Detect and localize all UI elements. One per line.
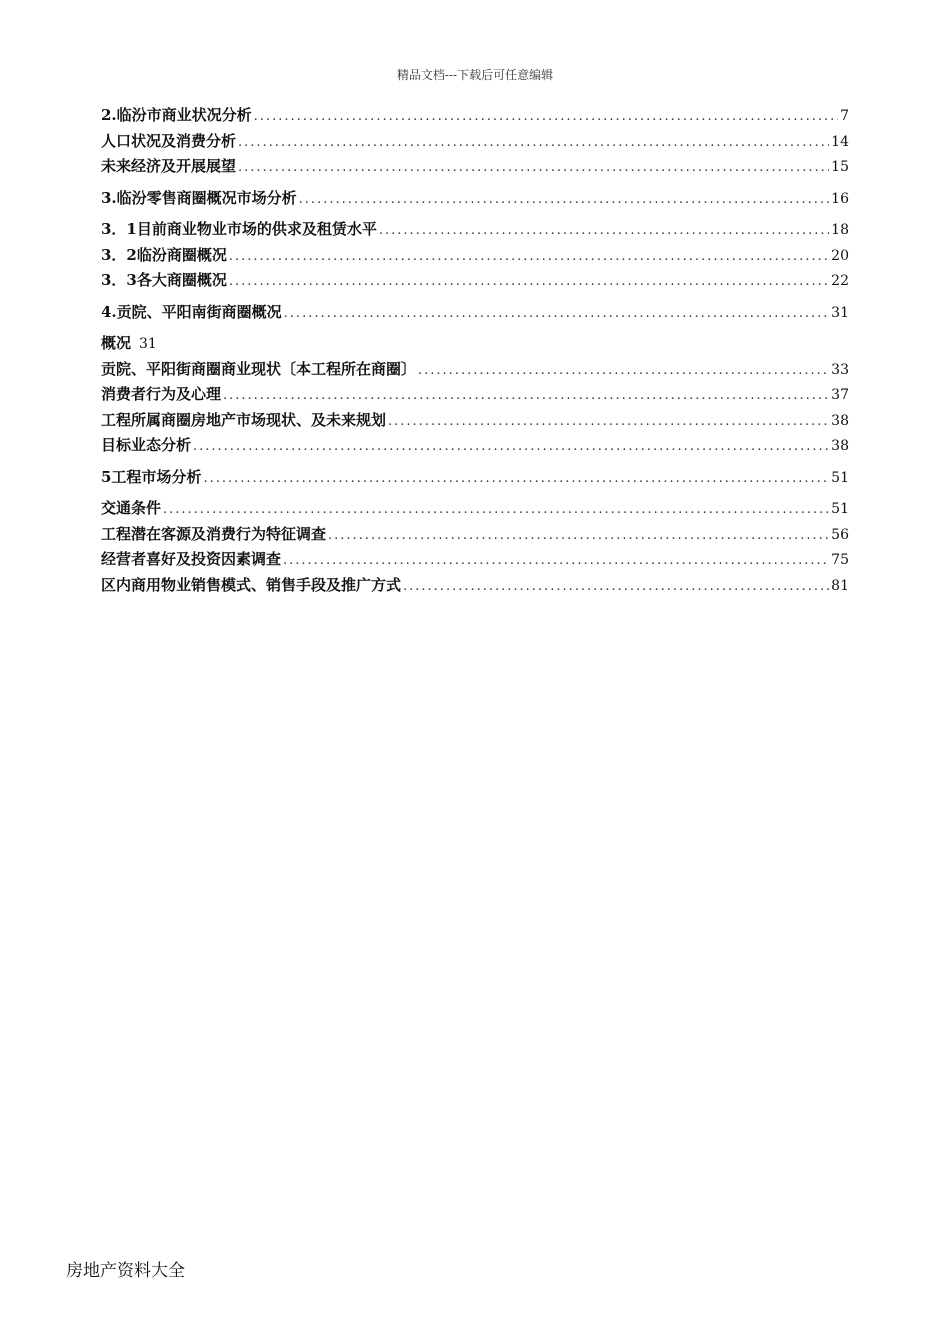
toc-leader-dots bbox=[223, 383, 829, 409]
toc-leader-dots bbox=[238, 155, 829, 181]
toc-entry-title: 3．1目前商业物业市场的供求及租赁水平 bbox=[101, 220, 377, 238]
toc-entry-title: 4.贡院、平阳南街商圈概况 bbox=[101, 302, 282, 321]
toc-leader-dots bbox=[418, 358, 829, 384]
toc-leader-dots bbox=[299, 187, 830, 213]
toc-entry-title: 5工程市场分析 bbox=[101, 467, 202, 486]
toc-entry-title: 3．2临汾商圈概况 bbox=[101, 245, 227, 264]
toc-entry-page: 81 bbox=[831, 577, 849, 594]
toc-entry-title: 消费者行为及心理 bbox=[101, 385, 222, 403]
toc-entry[interactable] bbox=[101, 382, 849, 408]
toc-entry-page: 20 bbox=[831, 247, 849, 264]
toc-leader-dots bbox=[284, 301, 830, 327]
toc-leader-dots bbox=[254, 104, 838, 130]
toc-leader-dots bbox=[283, 548, 829, 574]
toc-leader-dots bbox=[388, 409, 829, 435]
toc-entry[interactable] bbox=[101, 154, 849, 180]
toc-leader-dots bbox=[203, 466, 829, 492]
toc-entry[interactable] bbox=[101, 433, 849, 459]
table-of-contents bbox=[101, 103, 849, 598]
toc-entry[interactable] bbox=[101, 522, 849, 548]
toc-entry[interactable] bbox=[101, 547, 849, 573]
toc-entry[interactable] bbox=[101, 243, 849, 269]
toc-entry-page: 75 bbox=[831, 552, 849, 568]
toc-entry-page: 51 bbox=[831, 469, 849, 486]
toc-entry[interactable] bbox=[101, 357, 849, 383]
toc-entry-page: 31 bbox=[831, 304, 849, 321]
toc-entry[interactable] bbox=[101, 573, 849, 599]
toc-entry-page: 33 bbox=[831, 361, 849, 378]
page-footer: 房地产资料大全 bbox=[66, 1261, 185, 1281]
toc-entry[interactable] bbox=[101, 186, 849, 212]
toc-entry-title: 工程所属商圈房地产市场现状、及未来规划 bbox=[101, 410, 387, 429]
toc-entry-title: 区内商用物业销售模式、销售手段及推广方式 bbox=[101, 575, 402, 594]
toc-entry-title: 2.临汾市商业状况分析 bbox=[101, 106, 252, 124]
toc-entry[interactable] bbox=[101, 465, 849, 491]
toc-entry-title: 概况 bbox=[101, 334, 132, 352]
toc-entry-page: 22 bbox=[831, 273, 849, 289]
toc-entry[interactable] bbox=[101, 496, 849, 522]
toc-entry-title: 3.临汾零售商圈概况市场分析 bbox=[101, 188, 297, 207]
toc-entry-page: 15 bbox=[831, 159, 849, 175]
page-header: 精品文档---下载后可任意编辑 bbox=[396, 68, 554, 82]
toc-entry-page: 56 bbox=[831, 526, 849, 543]
toc-entry-title: 贡院、平阳街商圈商业现状〔本工程所在商圈〕 bbox=[101, 359, 417, 378]
toc-leader-dots bbox=[238, 130, 829, 156]
toc-entry-page: 51 bbox=[831, 501, 849, 517]
toc-entry-title: 目标业态分析 bbox=[101, 436, 192, 454]
toc-entry-page: 37 bbox=[831, 387, 849, 403]
toc-entry[interactable] bbox=[101, 268, 849, 294]
toc-entry-page: 31 bbox=[139, 336, 157, 352]
toc-entry-title: 经营者喜好及投资因素调查 bbox=[101, 550, 282, 568]
toc-entry-title: 人口状况及消费分析 bbox=[101, 131, 237, 150]
toc-leader-dots bbox=[328, 523, 829, 549]
toc-entry-page: 7 bbox=[840, 108, 849, 124]
toc-entry-title: 工程潜在客源及消费行为特征调查 bbox=[101, 524, 327, 543]
toc-entry[interactable] bbox=[101, 300, 849, 326]
toc-entry-page: 18 bbox=[831, 222, 849, 238]
toc-entry-title: 未来经济及开展展望 bbox=[101, 157, 237, 175]
toc-leader-dots bbox=[229, 244, 829, 270]
toc-entry[interactable] bbox=[101, 217, 849, 243]
toc-entry-page: 38 bbox=[831, 412, 849, 429]
toc-leader-dots bbox=[163, 497, 829, 523]
toc-leader-dots bbox=[193, 434, 829, 460]
toc-entry-page: 16 bbox=[831, 190, 849, 207]
toc-entry-page: 14 bbox=[831, 133, 849, 150]
toc-leader-dots bbox=[379, 218, 829, 244]
toc-entry-page: 38 bbox=[831, 438, 849, 454]
toc-entry[interactable] bbox=[101, 129, 849, 155]
toc-entry[interactable] bbox=[101, 408, 849, 434]
toc-entry-title: 交通条件 bbox=[101, 499, 162, 517]
toc-entry[interactable] bbox=[101, 103, 849, 129]
toc-entry-title: 3．3各大商圈概况 bbox=[101, 271, 227, 289]
toc-entry[interactable] bbox=[101, 331, 849, 357]
toc-leader-dots bbox=[403, 574, 829, 600]
toc-leader-dots bbox=[229, 269, 829, 295]
